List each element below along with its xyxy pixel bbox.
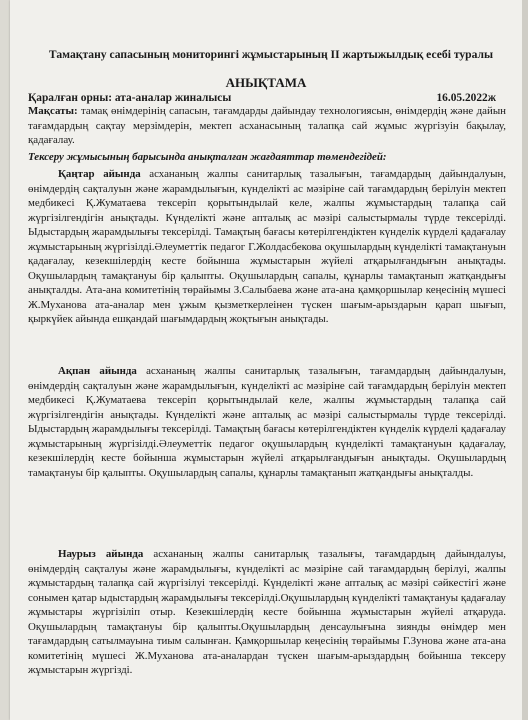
paragraph-text: асхананың жалпы санитарлық тазалығы, тағамдардың дайындалуы, өнімдердің сақталуы және жарамдылығы, күнделікті ас мәзіріне сай тағамдардың берілуі, жалпы жұмыстардың талапқа сай жүргізілуі тексерілді. Күнделікті және апталық ас мәзірі сәйкестігі және сонымен қатар ыдыстардың жарамдылығы тексерілді.Оқушылардың күнделікті тамақтануы қадағалау жұмыстары жүргізіліп отыр. Кезекшілердің кесте бойынша жұмыстарын жүйелі атқаруда. Оқушылардың тамақтануы бір қалыпты.Оқушылардың денсаулығына зиянды өнімдер мен тағамдардың сатылмауына тиым салынған. Қамқоршылар кеңесінің төрайымы Г.Зунова және ата-ана комитетінің мүшесі Ж.Муханова ата-аналардан түскен шағым-арыздардың бойынша тексеру жұмыстарын жүргізді. [28,548,506,676]
document-heading: АНЫҚТАМА [225,75,307,90]
paragraph-march [28,547,506,678]
month-label: Ақпан айында [58,365,137,377]
month-label: Қаңтар айында [58,168,141,180]
document-page [10,0,522,720]
document-title: Тамақтану сапасының мониторингі жұмыстарының II жартыжылдық есебі туралы [48,48,494,61]
paragraph-january [28,167,506,327]
document-date: 16.05.2022ж [436,92,496,104]
purpose-text: тамақ өнімдерінің сапасын, тағамдарды дайындау технологиясын, өнімдердің және дайын тағамдардың сақтау мерзімдерін, мектеп асханасының талапқа сай жұмыс жүргізуін бақылау, қадағалау. [28,105,506,146]
purpose-label: Мақсаты: [28,105,78,117]
paragraph-text: асхананың жалпы санитарлық тазалығын, тағамдардың дайындалуын, өнімдердің сақталуын және жарамдылығын, күнделікті ас мәзіріне сай тағамдардың берілуін мектеп медбикесі Қ.Жуматаева тексеріп қорытындылай келе, жалпы жұмыстардың талапқа сай жүргізілгендігін анықтады. Күнделікті және апталық ас мәзірі салыстырмалы түрде тексерілді. Ыдыстардың жарамдылығы тексерілді. Тамақтың бағасы көтерілгендіктен күнделік күрделі қадағалау жұмыстарының жүргізілді.Әлеуметтік педагог Г.Жолдасбекова оқушылардың күнделікті тамақтануын қадағалау, кезекшілердің кесте бойынша жұмыстарын жүйелі атқарылғандығын анықтады. Оқушылардың тамақтануы бір қалыпты. Оқушылардың сапалы, құнарлы тамақтанып жатқандығы анықталды. Ата-ана комитетінің төрайымы З.Салыбаева және ата-ана қамқоршылар кеңесінің мүшесі Ж.Муханова ата-аналар мен ұжым қызметкерлеінен түскен шағым-арыздарын қарап шығып, қыркүйек айында ешқандай шағымдардың жоқтығын анықтады. [28,168,506,325]
purpose-paragraph [28,104,506,148]
meeting-label: Қаралған орны: ата-аналар жиналысы [28,92,232,104]
paragraph-february [28,364,506,480]
section-heading: Тексеру жұмысының барысында анықталған жағдаяттар төмендегідей: [28,151,387,163]
scan-edge [522,0,528,720]
paragraph-text: асхананың жалпы санитарлық тазалығын, тағамдардың дайындалуын, өнімдердің сақталуын және жарамдылығын, күнделікті ас мәзіріне сай тағамдардың берілуін мектеп медбикесі Қ.Жуматаева тексеріп қорытындылай келе, жалпы жұмыстардың талапқа сай жүргізілгендігін анықтады. Күнделікті және апталық ас мәзірі салыстырмалы түрде тексерілді. Ыдыстардың жарамдылығы тексерілді. Тамақтың бағасы көтерілгендіктен күнделік күрделі қадағалау жұмыстарының жүргізілді.Әлеуметтік педагог оқушылардың күнделікті тамақтануын қадағалау, кезекшілердің кесте бойынша жұмыстарын жүйелі атқарылғандығын анықтады. Оқушылардың тамақтануы бір қалыпты. Оқушылардың сапалы, құнарлы тамақтанып жатқандығы анықталды. [28,365,506,479]
month-label: Наурыз айында [58,548,144,560]
